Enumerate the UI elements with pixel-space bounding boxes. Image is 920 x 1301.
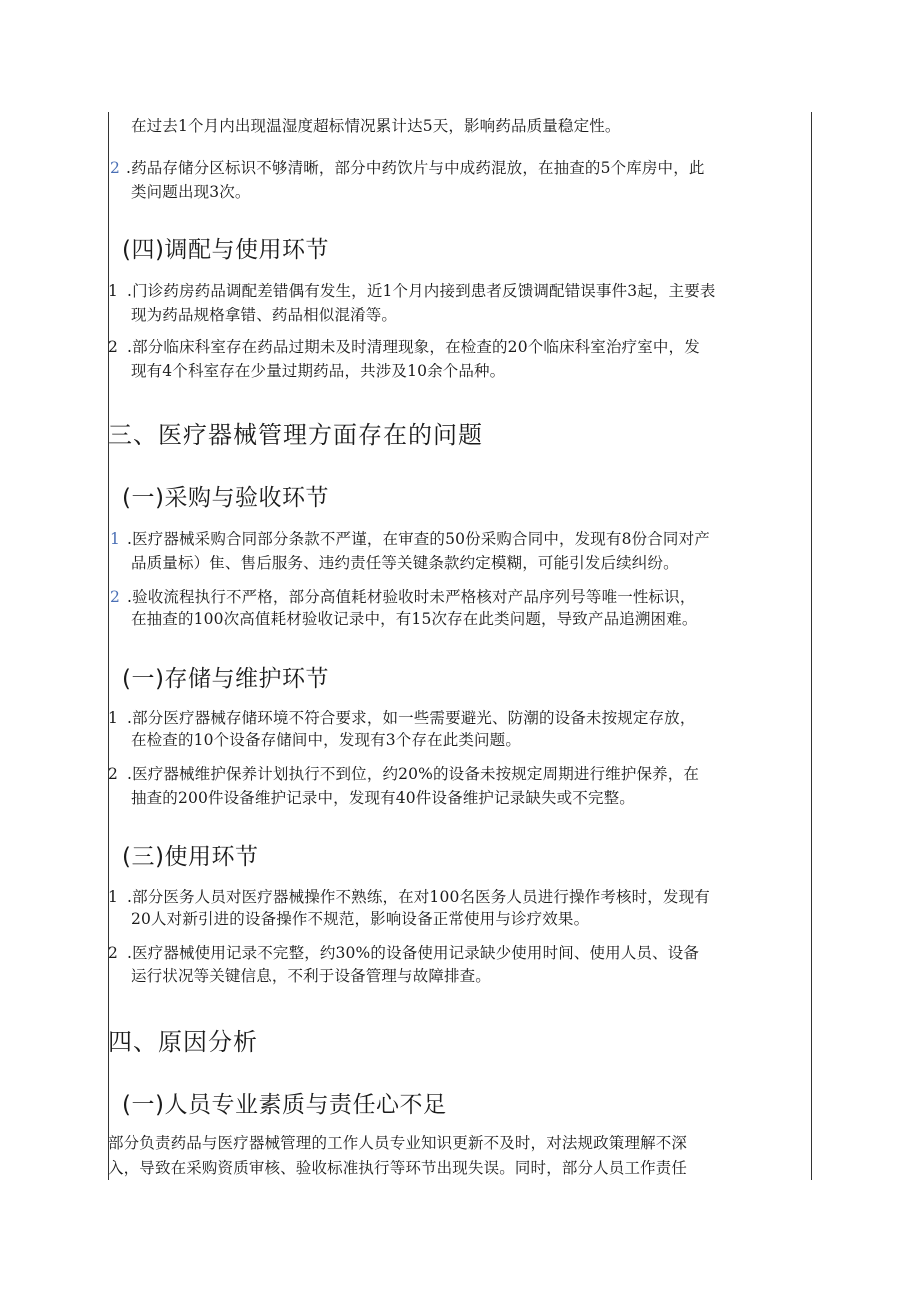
list-item-line: .药品存储分区标识不够清晰，部分中药饮片与中成药混放，在抽查的5个库房中，此 xyxy=(126,159,705,177)
subsection-heading: (三)使用环节 xyxy=(122,844,259,870)
list-item-line: .医疗器械维护保养计划执行不到位，约20%的设备未按规定周期进行维护保养，在 xyxy=(127,765,700,783)
subsection-heading: (一)采购与验收环节 xyxy=(122,485,329,511)
list-item-line: .部分医疗器械存储环境不符合要求，如一些需要避光、防潮的设备未按规定存放， xyxy=(127,709,696,727)
left-border-line xyxy=(108,112,109,1180)
list-item-line: 在检查的10个设备存储间中，发现有3个存在此类问题。 xyxy=(131,731,521,749)
list-item-line: 类问题出现3次。 xyxy=(131,183,251,201)
list-item-line: 品质量标）隹、售后服务、违约责任等关键条款约定模糊，可能引发后续纠纷。 xyxy=(131,554,679,572)
list-number: 1 xyxy=(108,709,118,727)
list-item-line: 现有4个科室存在少量过期药品，共涉及10余个品种。 xyxy=(131,362,506,380)
list-item-line: .医疗器械使用记录不完整，约30%的设备使用记录缺少使用时间、使用人员、设备 xyxy=(127,944,700,962)
list-item-line: .部分临床科室存在药品过期未及时清理现象，在检查的20个临床科室治疗室中，发 xyxy=(127,338,700,356)
list-item-line: .部分医务人员对医疗器械操作不熟练，在对100名医务人员进行操作考核时，发现有 xyxy=(127,888,710,906)
list-number: 2 xyxy=(110,588,120,606)
section-heading: 三、医疗器械管理方面存在的问题 xyxy=(108,421,483,449)
section-heading: 四、原因分析 xyxy=(108,1028,258,1056)
list-number: 2 xyxy=(110,159,120,177)
subsection-heading: (四)调配与使用环节 xyxy=(122,237,329,263)
list-item-line: 20人对新引进的设备操作不规范，影响设备正常使用与诊疗效果。 xyxy=(131,910,590,928)
continuation-text: 在过去1个月内出现温湿度超标情况累计达5天，影响药品质量稳定性。 xyxy=(131,117,621,135)
list-item-line: .验收流程执行不严格，部分高值耗材验收时未严格核对产品序列号等唯一性标识， xyxy=(127,588,696,606)
list-number: 2 xyxy=(108,338,118,356)
list-item-line: .医疗器械采购合同部分条款不严谨，在审查的50份采购合同中，发现有8份合同对产 xyxy=(127,530,710,548)
list-item-line: 运行状况等关键信息，不利于设备管理与故障排查。 xyxy=(131,967,491,985)
right-border-line xyxy=(811,112,812,1180)
list-item-line: 现为药品规格拿错、药品相似混淆等。 xyxy=(131,306,398,324)
subsection-heading: (一)存储与维护环节 xyxy=(122,666,329,692)
list-item-line: .门诊药房药品调配差错偶有发生，近1个月内接到患者反馈调配错误事件3起，主要表 xyxy=(127,282,716,300)
list-number: 1 xyxy=(108,282,118,300)
list-number: 2 xyxy=(108,765,118,783)
list-number: 1 xyxy=(110,530,120,548)
list-item-line: 在抽查的100次高值耗材验收记录中，有15次存在此类问题，导致产品追溯困难。 xyxy=(131,610,698,628)
list-number: 1 xyxy=(108,888,118,906)
paragraph-line: 入，导致在采购资质审核、验收标准执行等环节出现失误。同时，部分人员工作责任 xyxy=(108,1159,688,1177)
list-item-line: 抽查的200件设备维护记录中，发现有40件设备维护记录缺失或不完整。 xyxy=(131,789,635,807)
list-number: 2 xyxy=(108,944,118,962)
paragraph-line: 部分负责药品与医疗器械管理的工作人员专业知识更新不及时，对法规政策理解不深 xyxy=(108,1134,688,1152)
subsection-heading: (一)人员专业素质与责任心不足 xyxy=(122,1092,447,1118)
